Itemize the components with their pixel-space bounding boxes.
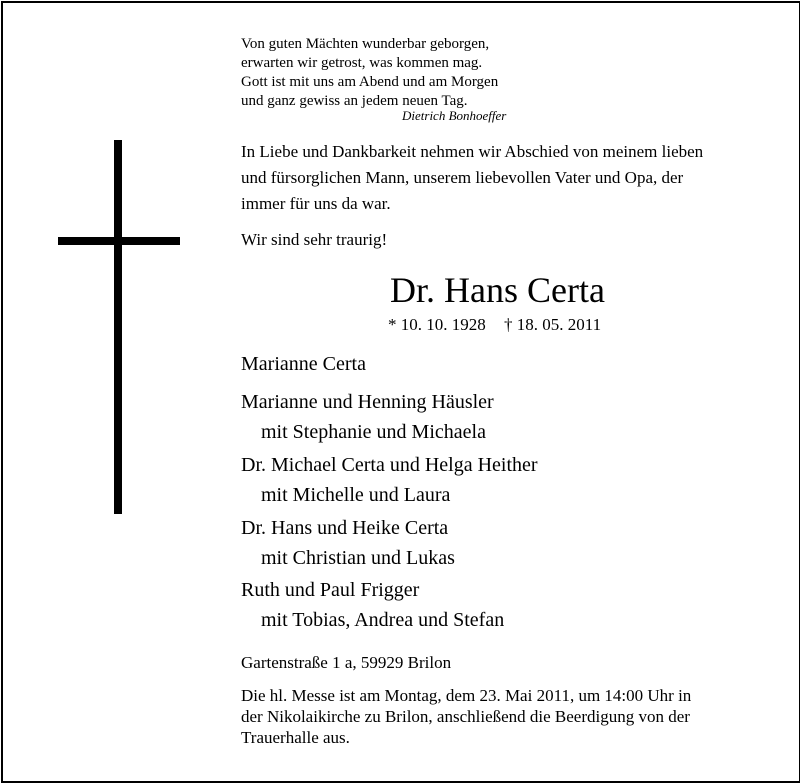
family-main: Dr. Hans und Heike Certa [241,517,449,539]
intro-line: In Liebe und Dankbarkeit nehmen wir Abschied von meinem lieben [241,142,704,161]
address: Gartenstraße 1 a, 59929 Brilon [241,653,452,672]
poem-line: Gott ist mit uns am Abend und am Morgen [241,74,499,90]
sad-line: Wir sind sehr traurig! [241,230,388,249]
family-entry [241,349,366,379]
family-main: Marianne Certa [241,353,366,375]
family-entry [241,575,504,635]
deceased-name: Dr. Hans Certa [390,270,605,310]
mass-line: Trauerhalle aus. [241,728,350,747]
intro-line: immer für uns da war. [241,194,391,213]
family-entry [241,450,538,510]
family-sub: mit Christian und Lukas [261,547,455,569]
poem-line: erwarten wir getrost, was kommen mag. [241,55,483,71]
cross-icon-bar [58,237,180,245]
family-entry [241,387,494,447]
poem-line: und ganz gewiss an jedem neuen Tag. [241,93,468,109]
mass-line: Die hl. Messe ist am Montag, dem 23. Mai 2011, um 14:00 Uhr in [241,686,692,705]
family-entry [241,513,455,573]
cross-icon [114,140,122,514]
intro-line: und fürsorglichen Mann, unserem liebevollen Vater und Opa, der [241,168,684,187]
poem-line: Von guten Mächten wunderbar geborgen, [241,36,490,52]
family-sub: mit Michelle und Laura [261,484,451,506]
mass-line: der Nikolaikirche zu Brilon, anschließend die Beerdigung von der [241,707,690,726]
family-main: Ruth und Paul Frigger [241,579,420,601]
poem-author: Dietrich Bonhoeffer [402,108,507,123]
intro-text [241,139,703,217]
family-sub: mit Stephanie und Michaela [261,421,486,443]
poem [241,35,498,111]
death-date: † 18. 05. 2011 [504,315,602,334]
family-main: Marianne und Henning Häusler [241,391,494,413]
family-sub: mit Tobias, Andrea und Stefan [261,609,505,631]
birth-date: * 10. 10. 1928 [388,315,486,334]
family-main: Dr. Michael Certa und Helga Heither [241,454,538,476]
mass-info [241,685,691,748]
life-dates [388,315,601,335]
